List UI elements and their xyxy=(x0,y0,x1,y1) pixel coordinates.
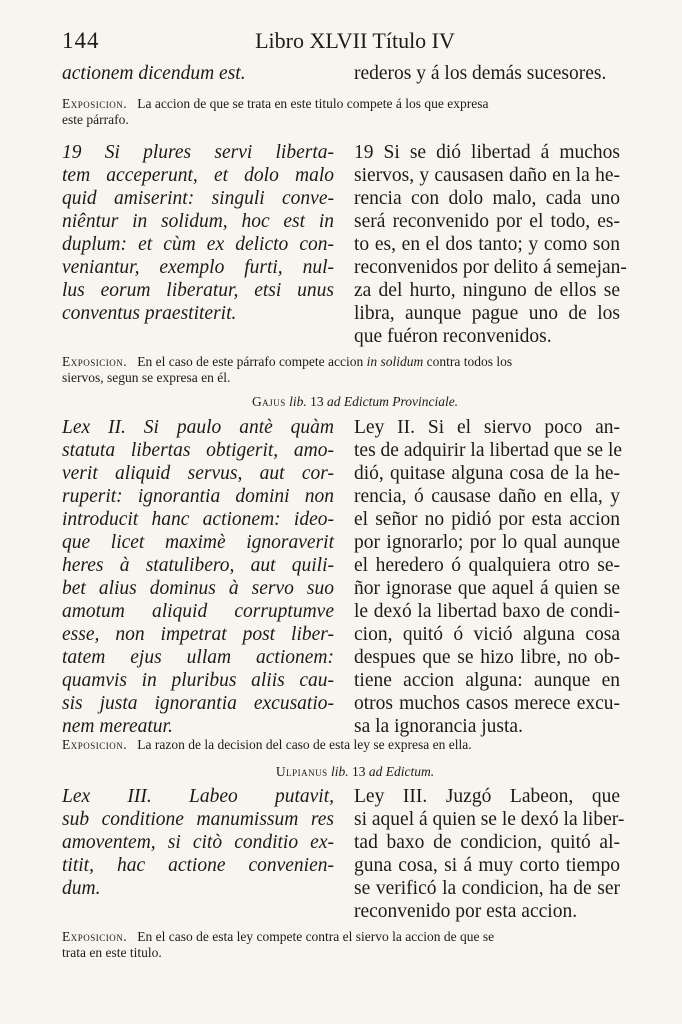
exposicion-text: La accion de que se trata en este titulo compete á los que expresa xyxy=(137,96,489,111)
source-number: 13 xyxy=(310,394,324,409)
latin-line: verit aliquid servus, aut cor- xyxy=(62,463,334,484)
spanish-line: otros muchos casos merece excu- xyxy=(354,693,620,714)
spanish-line: tes de adquirir la libertad que se le xyxy=(354,440,623,461)
exposicion-3 xyxy=(62,737,620,753)
latin-line: lus eorum liberatur, etsi unus xyxy=(62,280,334,301)
latin-line: bet alius dominus à servo suo xyxy=(62,578,334,599)
spanish-line: será reconvenido por el todo, es- xyxy=(354,211,620,232)
exposicion-text: La razon de la decision del caso de esta ley se expresa en ella. xyxy=(137,737,472,752)
page-number: 144 xyxy=(62,28,100,53)
lex-2-latin xyxy=(62,416,334,738)
exposicion-label: Exposicion. xyxy=(62,96,128,111)
source-number: 13 xyxy=(352,764,366,779)
latin-line: 19 Si plures servi liberta- xyxy=(62,142,334,163)
exposicion-text: este párrafo. xyxy=(62,112,129,127)
exposicion-label: Exposicion. xyxy=(62,354,128,369)
exposicion-1 xyxy=(62,96,620,128)
spanish-line: tiene accion alguna: aunque en xyxy=(354,670,620,691)
latin-line: tatem ejus ullam actionem: xyxy=(62,647,334,668)
latin-line: ruperit: ignorantia domini non xyxy=(62,486,334,507)
spanish-line: reconvenidos por delito á semejan- xyxy=(354,257,627,278)
latin-line: niêntur in solidum, hoc est in xyxy=(62,211,334,232)
source-citation-2 xyxy=(0,764,682,780)
section-19-latin xyxy=(62,141,334,325)
spanish-line: el heredero ó qualquiera otro se- xyxy=(354,555,620,576)
source-title: ad Edictum Provinciale. xyxy=(326,394,459,409)
source-author: Ulpianus xyxy=(275,764,328,779)
spanish-line: 19 Si se dió libertad á muchos xyxy=(354,142,620,163)
spanish-line: za del hurto, ninguno de ellos se xyxy=(354,280,620,301)
spanish-line: despues que se hizo libre, no ob- xyxy=(354,647,620,668)
exposicion-2 xyxy=(62,354,620,386)
source-title: ad Edictum. xyxy=(368,764,435,779)
spanish-line: Ley II. Si el siervo poco an- xyxy=(354,417,620,438)
spanish-line: to es, en el dos tanto; y como son xyxy=(354,234,620,255)
latin-line: veniantur, exemplo furti, nul- xyxy=(62,257,334,278)
spanish-line: rencia con dolo malo, cada uno xyxy=(354,188,620,209)
latin-line: esse, non impetrat post liber- xyxy=(62,624,334,645)
exposicion-text: contra todos los xyxy=(426,354,513,369)
top-spanish-line: rederos y á los demás sucesores. xyxy=(354,63,607,84)
spanish-line: dió, quitase alguna cosa de la he- xyxy=(354,463,620,484)
section-19-spanish xyxy=(354,141,627,348)
latin-line: conventus praestiterit. xyxy=(62,303,237,324)
source-citation-1 xyxy=(0,394,682,410)
exposicion-text: En el caso de esta ley compete contra el siervo la accion de que se xyxy=(137,929,495,944)
spanish-line: se verificó la condicion, ha de ser xyxy=(354,878,620,899)
latin-line: amoventem, si citò conditio ex- xyxy=(62,832,334,853)
spanish-line: guna cosa, si á muy corto tiempo xyxy=(354,855,620,876)
spanish-line: el señor no pidió por esta accion xyxy=(354,509,620,530)
spanish-line: rencia, ó causase daño en ella, y xyxy=(354,486,620,507)
latin-line: titit, hac actione convenien- xyxy=(62,855,334,876)
exposicion-text: siervos, segun se expresa en él. xyxy=(62,370,231,385)
lex-3-latin xyxy=(62,785,334,900)
spanish-line: por ignorarlo; por lo qual aunque xyxy=(354,532,620,553)
latin-line: Lex III. Labeo putavit, xyxy=(62,786,334,807)
spanish-line: que fuéron reconvenidos. xyxy=(354,326,552,347)
latin-line: heres à statulibero, aut quili- xyxy=(62,555,334,576)
top-latin-line: actionem dicendum est. xyxy=(62,63,246,84)
source-lib: lib. xyxy=(289,394,307,409)
spanish-line: le dexó la libertad baxo de condi- xyxy=(354,601,620,622)
source-lib: lib. xyxy=(331,764,349,779)
spanish-line: tad baxo de condicion, quitó al- xyxy=(354,832,620,853)
latin-line: amotum aliquid corruptumve xyxy=(62,601,334,622)
spanish-line: sa la ignorancia justa. xyxy=(354,716,523,737)
lex-3-spanish xyxy=(354,785,625,923)
spanish-line: libra, aunque pague uno de los xyxy=(354,303,620,324)
exposicion-4 xyxy=(62,929,620,961)
latin-line: duplum: et cùm ex delicto con- xyxy=(62,234,334,255)
running-title: Libro XLVII Título IV xyxy=(255,28,455,53)
exposicion-text: En el caso de este párrafo compete accion xyxy=(137,354,364,369)
latin-line: quid amiserint: singuli conve- xyxy=(62,188,334,209)
spanish-line: reconvenido por esta accion. xyxy=(354,901,578,922)
latin-line: que licet maximè ignoraverit xyxy=(62,532,334,553)
latin-line: sub conditione manumissum res xyxy=(62,809,334,830)
exposicion-text: trata en este titulo. xyxy=(62,945,162,960)
latin-line: dum. xyxy=(62,878,101,899)
latin-line: quamvis in pluribus aliis cau- xyxy=(62,670,334,691)
latin-line: tem acceperunt, et dolo malo xyxy=(62,165,334,186)
latin-line: nem mereatur. xyxy=(62,716,173,737)
latin-line: Lex II. Si paulo antè quàm xyxy=(62,417,334,438)
lex-2-spanish xyxy=(354,416,623,738)
latin-line: introducit hanc actionem: ideo- xyxy=(62,509,334,530)
exposicion-italic: in solidum xyxy=(366,354,424,369)
spanish-line: siervos, y causasen daño en la he- xyxy=(354,165,620,186)
source-author: Gajus xyxy=(251,394,286,409)
latin-line: statuta libertas obtigerit, amo- xyxy=(62,440,334,461)
spanish-line: Ley III. Juzgó Labeon, que xyxy=(354,786,620,807)
spanish-line: cion, quitó ó vició alguna cosa xyxy=(354,624,620,645)
exposicion-label: Exposicion. xyxy=(62,737,128,752)
spanish-line: si aquel á quien se le dexó la liber- xyxy=(354,809,625,830)
exposicion-label: Exposicion. xyxy=(62,929,128,944)
latin-line: sis justa ignorantia excusatio- xyxy=(62,693,334,714)
spanish-line: ñor ignorase que aquel á quien se xyxy=(354,578,620,599)
